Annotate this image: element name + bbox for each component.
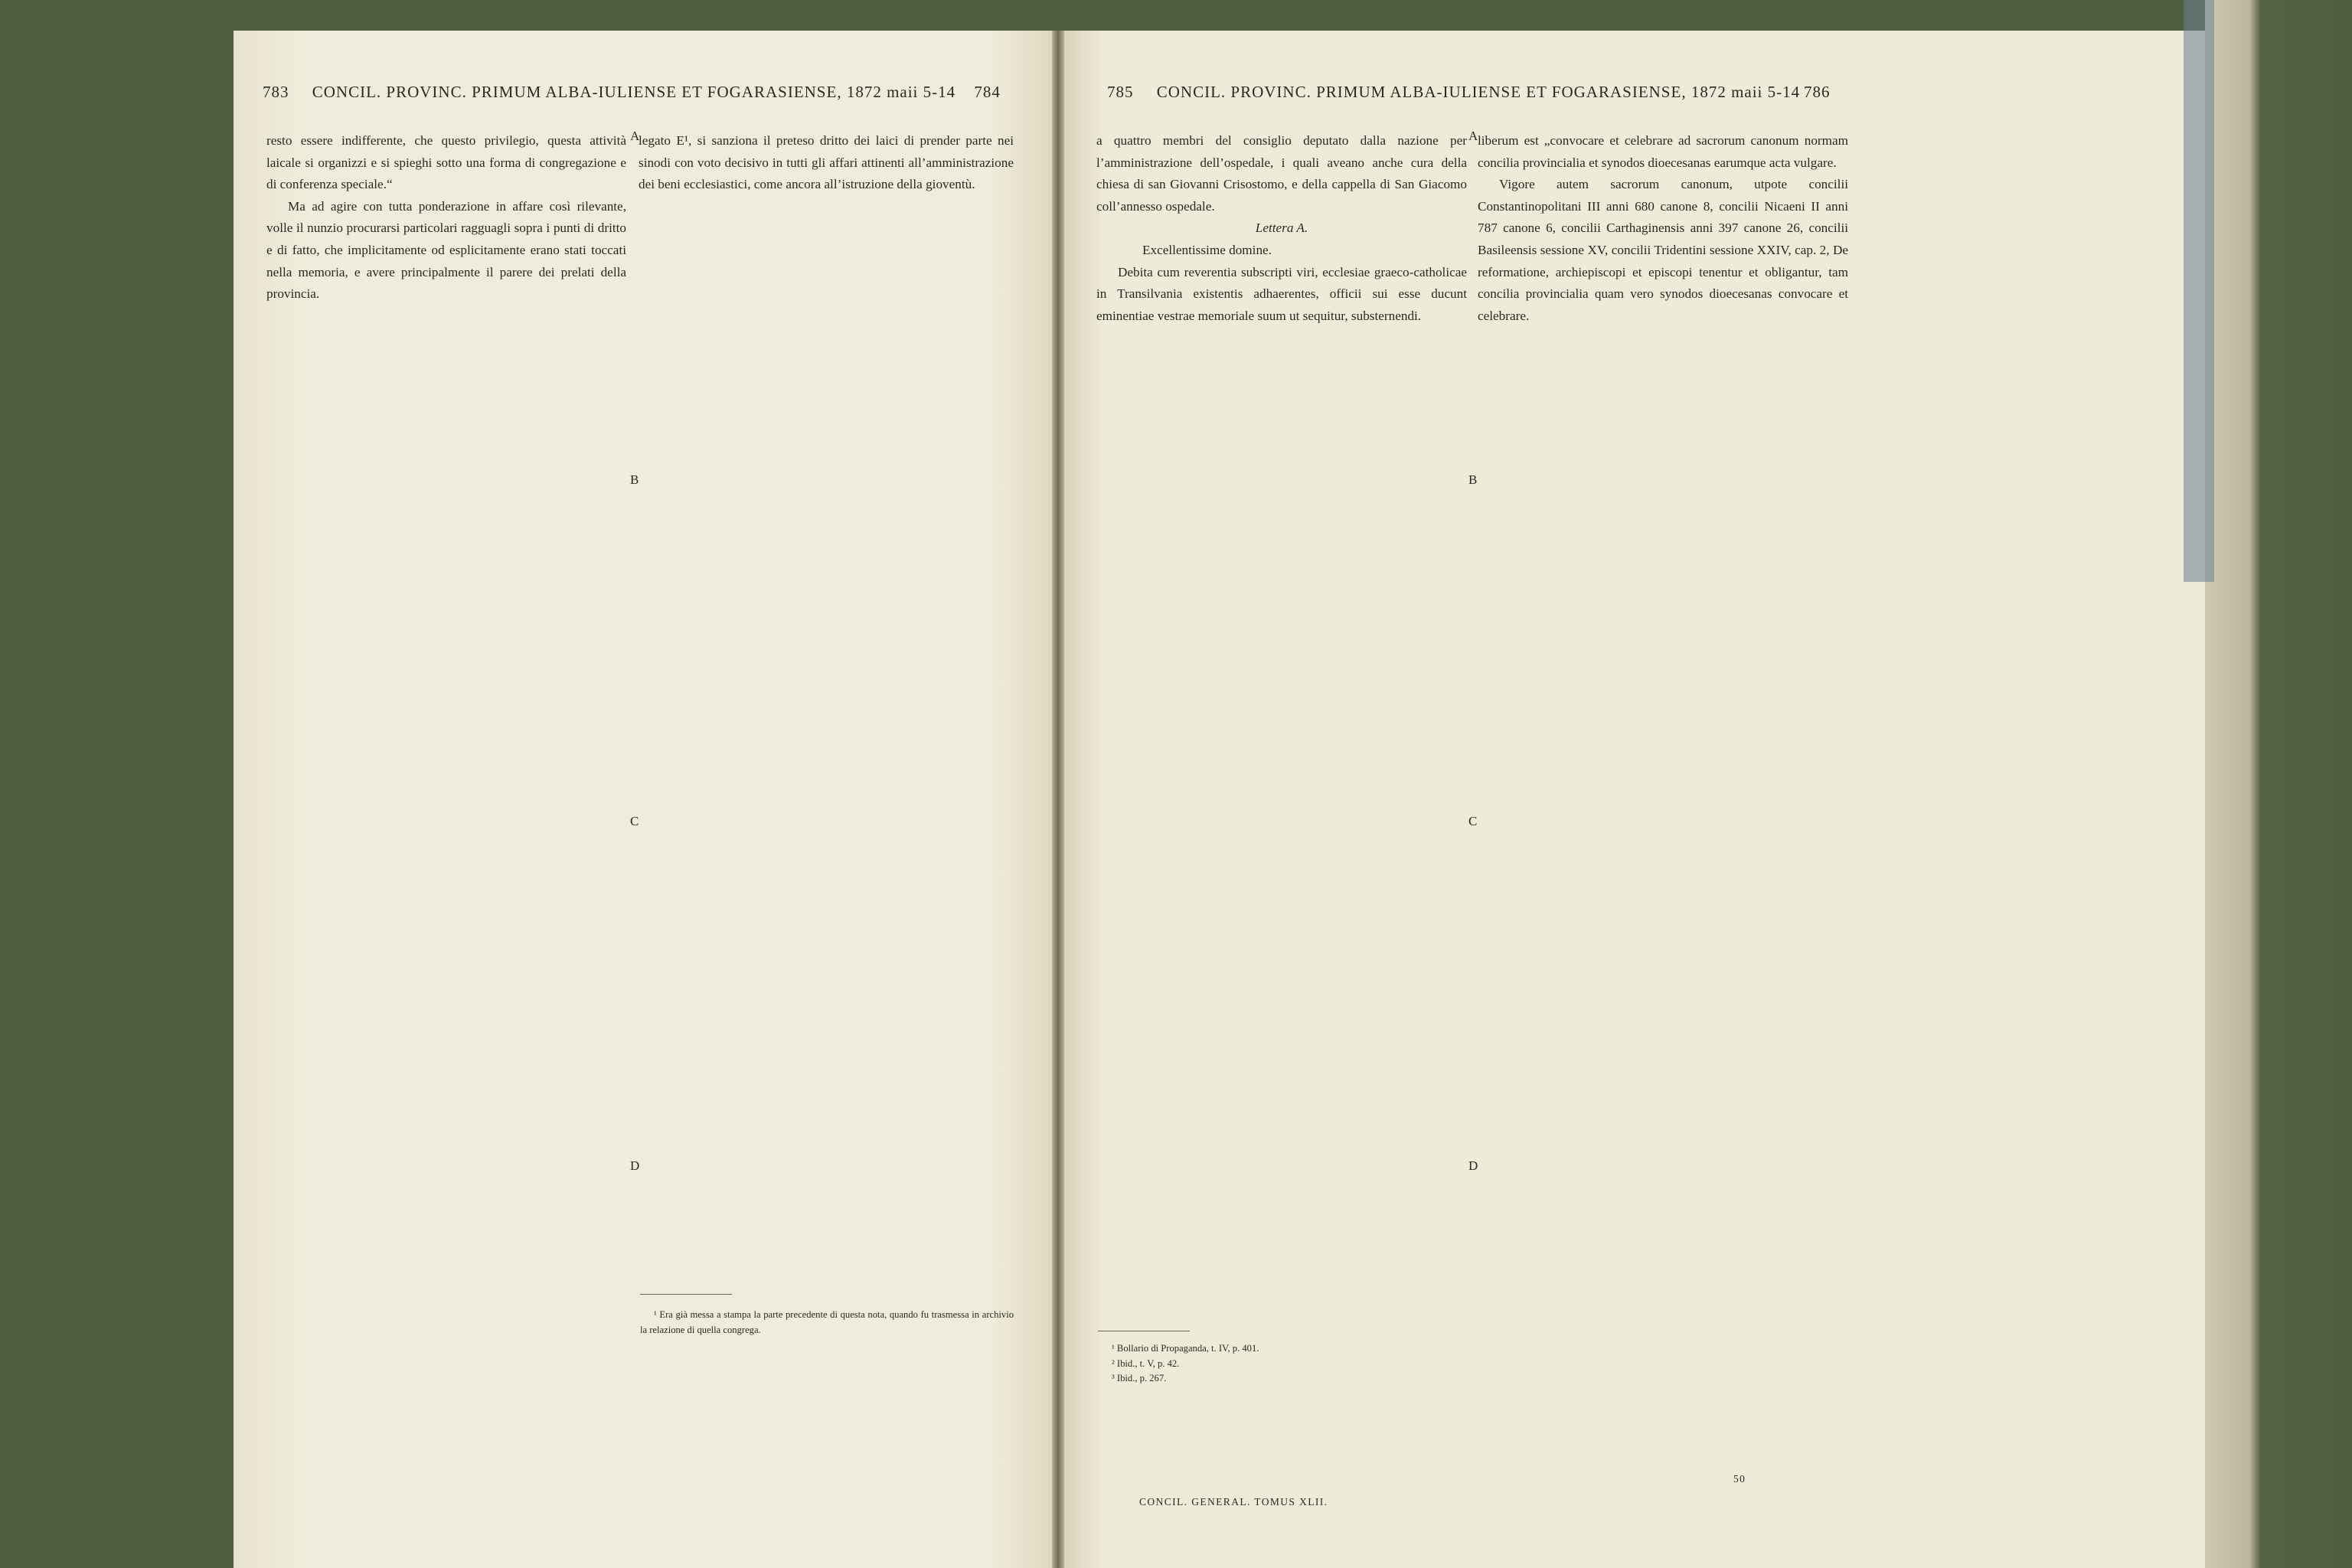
col2-footnote-1: ¹ Era già messa a stampa la parte precedente di questa nota, quando fu trasmessa in archivio la relazione di quella congrega. [640,1309,1014,1335]
margin-letter-d-left: D [630,1158,640,1173]
column-1 [266,130,626,305]
col3-footnotes [1098,1341,1467,1387]
signature-number: 50 [1733,1473,1746,1485]
column-3 [1096,130,1467,327]
running-title-left: CONCIL. PROVINC. PRIMUM ALBA-IULIENSE ET FOGARASIENSE, 1872 maii 5-14 [312,83,956,101]
margin-letter-b-right: B [1468,472,1478,487]
page-number-785: 785 [1107,83,1134,101]
margin-letter-c-left: C [630,814,639,828]
margin-letter-b-left: B [630,472,639,487]
col4-para-1: liberum est „convocare et celebrare ad sacrorum canonum normam concilia provincialia et synodos dioecesanas earumque acta vulgare. [1478,133,1848,170]
page-number-784: 784 [974,83,1001,101]
margin-letter-a-right: A [1468,129,1478,143]
book-gutter [1052,31,1064,1568]
column-4 [1478,130,1848,327]
header-right [1107,83,2187,102]
col3-footnote-3: ³ Ibid., p. 267. [1112,1373,1167,1384]
column-2 [639,130,1014,196]
col1-para-2: Ma ad agire con tutta ponderazione in affare così rilevante, volle il nunzio procurarsi particolari ragguagli sopra i punti di dritto e di fatto, che implicitamente od esplicitamente erano stati toccati nella memoria, e avere principalmente il parere dei prelati della provincia. [266,198,626,302]
margin-letter-a-left: A [630,129,640,143]
col3-para-1: a quattro membri del consiglio deputato dalla nazione per l’amministrazione dell’ospedale, i quali aveano anche cura della chiesa di san Giovanni Crisostomo, e della cappella di San Giacomo coll’annesso ospedale. [1096,133,1467,214]
col2-footnotes [640,1308,1014,1338]
margin-letter-d-right: D [1468,1158,1478,1173]
col2-para-1: legato E¹, si sanziona il preteso dritto dei laici di prender parte nei sinodi con voto decisivo in tutti gli affari attinenti all’amministrazione dei beni ecclesiastici, come ancora all’istruzione della gioventù. [639,133,1014,192]
signature-left: CONCIL. GENERAL. TOMUS XLII. [1139,1496,1328,1508]
page-number-786: 786 [1804,83,1831,101]
letter-a-title: Lettera A. [1255,220,1308,236]
col2-footnote-rule [640,1294,732,1295]
letter-a-salutation: Excellentissime domine. [1142,242,1272,257]
header-left [263,83,1028,102]
running-title-right: CONCIL. PROVINC. PRIMUM ALBA-IULIENSE ET FOGARASIENSE, 1872 maii 5-14 [1156,83,1801,101]
page-number-783: 783 [263,83,289,101]
col3-footnote-1: ¹ Bollario di Propaganda, t. IV, p. 401. [1112,1343,1259,1354]
letter-a-para-1: Debita cum reverentia subscripti viri, ecclesiae graeco-catholicae in Transilvania existentis adhaerentes, officii sui esse ducunt eminentiae vestrae memoriale suum ut sequitur, substernendi. [1096,264,1467,323]
col4-para-2: Vigore autem sacrorum canonum, utpote concilii Constantinopolitani III anni 680 canone 8, concilii Nicaeni II anni 787 canone 6, concilii Carthaginensis anni 397 canone 26, concilii Basileensis sessione XV, concilii Tridentini sessione XXIV, cap. 2, De reformatione, archiepiscopi et episcopi tenentur et obligantur, tam concilia provincialia quam vero synodos dioecesanas convocare et celebrare. [1478,177,1848,323]
scan-clip [2184,0,2214,582]
col3-footnote-2: ² Ibid., t. V, p. 42. [1112,1357,1180,1369]
col1-para-1: resto essere indifferente, che questo privilegio, questa attività laicale si organizzi e si spieghi sotto una forma di congregazione e di conferenza speciale.“ [266,133,626,192]
margin-letter-c-right: C [1468,814,1478,828]
page-edges [2205,0,2352,1568]
